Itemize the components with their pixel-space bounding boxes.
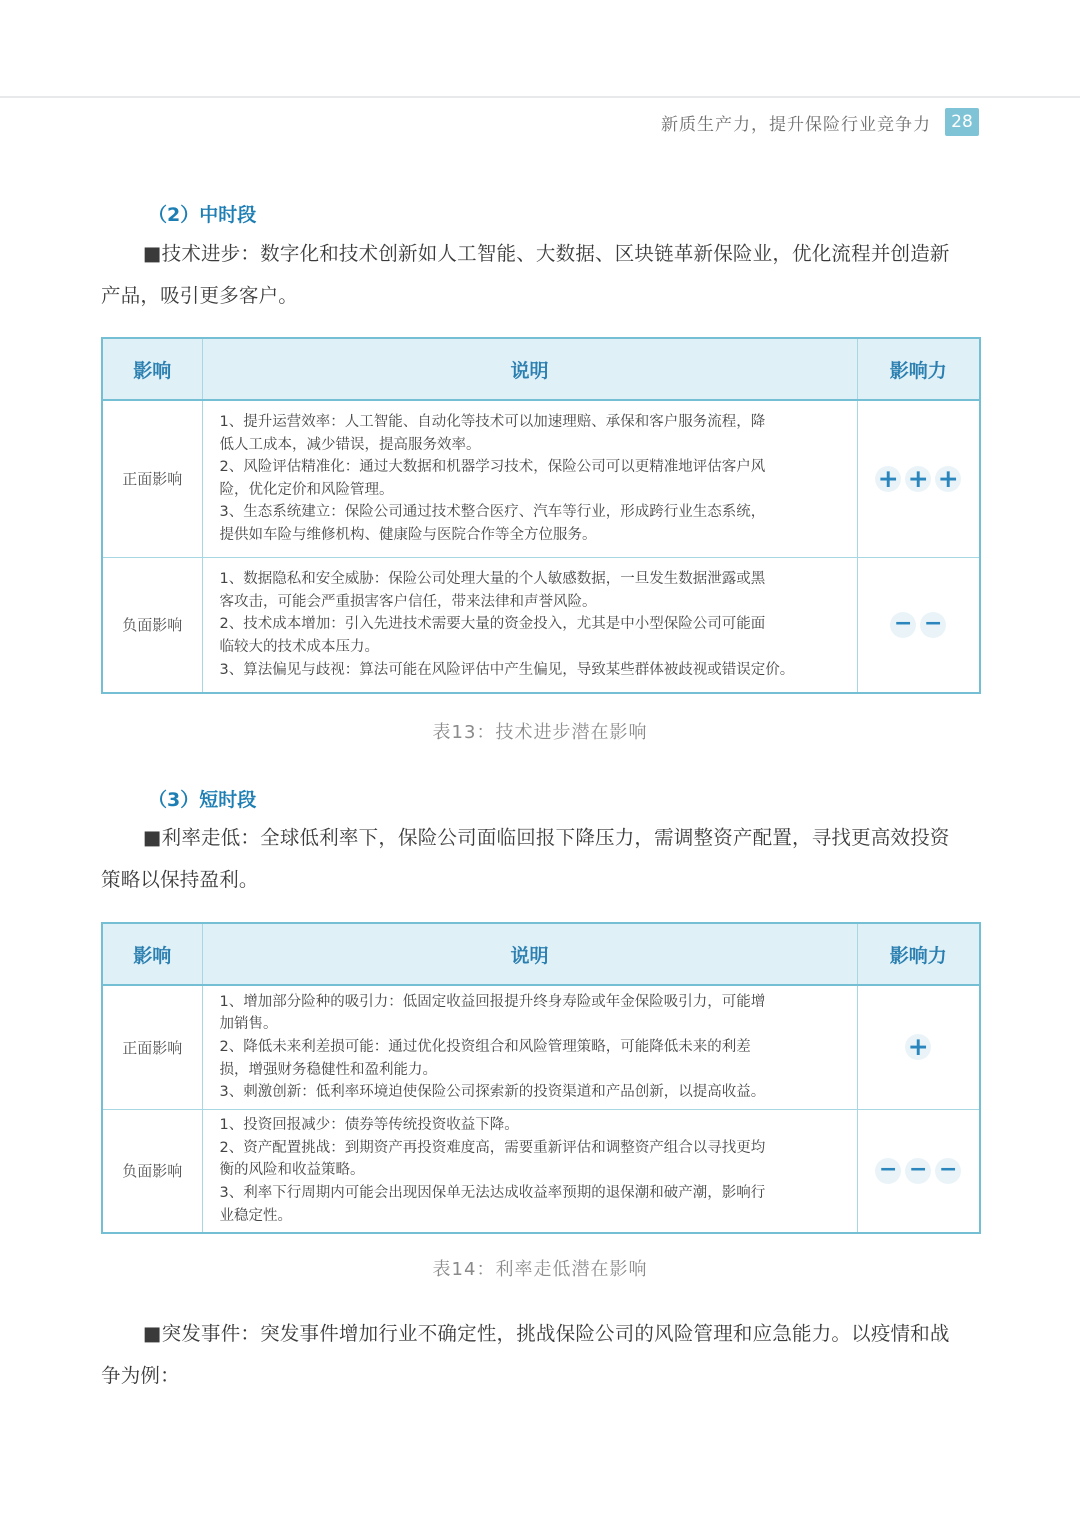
section-heading-mid-term: （2）中时段 (148, 204, 257, 226)
description-line: 2、降低未来利差损可能：通过优化投资组合和风险管理策略，可能降低未来的利差 (219, 1038, 751, 1055)
row-description (202, 1109, 857, 1233)
description-line: 1、投资回报减少：债券等传统投资收益下降。 (219, 1117, 519, 1134)
paragraph-tech-progress (101, 233, 979, 317)
minus-icon: − (905, 1158, 931, 1184)
paragraph-line: ■技术进步：数字化和技术创新如人工智能、大数据、区块链革新保险业，优化流程并创造新 (143, 242, 950, 265)
row-category: 正面影响 (102, 985, 202, 1109)
paragraph-line: 产品，吸引更多客户。 (101, 284, 299, 307)
minus-icon: − (920, 612, 946, 638)
running-header (661, 108, 979, 136)
row-category: 正面影响 (102, 400, 202, 557)
description-line: 临较大的技术成本压力。 (219, 639, 379, 656)
description-line: 衡的风险和收益策略。 (219, 1162, 365, 1179)
column-header-impact-strength: 影响力 (857, 923, 980, 985)
impact-strength-cell (857, 400, 980, 557)
description-line: 1、数据隐私和安全威胁：保险公司处理大量的个人敏感数据，一旦发生数据泄露或黑 (219, 571, 766, 588)
table-caption: 表13：技术进步潜在影响 (432, 722, 648, 743)
description-line: 3、生态系统建立：保险公司通过技术整合医疗、汽车等行业，形成跨行业生态系统， (219, 504, 766, 521)
minus-icon: − (935, 1158, 961, 1184)
plus-icon: + (875, 466, 901, 492)
row-category: 负面影响 (102, 1109, 202, 1233)
description-line: 3、算法偏见与歧视：算法可能在风险评估中产生偏见，导致某些群体被歧视或错误定价。 (219, 661, 795, 678)
column-header-impact: 影响 (102, 923, 202, 985)
plus-icon: + (905, 466, 931, 492)
description-line: 业稳定性。 (219, 1207, 292, 1224)
table-low-interest (101, 922, 981, 1234)
row-category: 负面影响 (102, 557, 202, 693)
description-line: 客攻击，可能会严重损害客户信任，带来法律和声誉风险。 (219, 593, 597, 610)
table-caption: 表14：利率走低潜在影响 (432, 1259, 648, 1280)
description-line: 1、增加部分险种的吸引力：低固定收益回报提升终身寿险或年金保险吸引力，可能增 (219, 993, 766, 1010)
description-line: 1、提升运营效率：人工智能、自动化等技术可以加速理赔、承保和客户服务流程，降 (219, 413, 766, 430)
table-header-row (102, 923, 980, 985)
row-description (202, 557, 857, 693)
paragraph-line: 争为例： (101, 1364, 180, 1387)
plus-icon: + (935, 466, 961, 492)
description-line: 低人工成本，减少错误，提高服务效率。 (219, 436, 481, 453)
impact-strength-cell (857, 557, 980, 693)
table-row (102, 1109, 980, 1233)
paragraph-line: ■利率走低：全球低利率下，保险公司面临回报下降压力，需调整资产配置，寻找更高效投资 (143, 826, 950, 849)
impact-strength-cell (857, 1109, 980, 1233)
paragraph-emergency-events (101, 1313, 979, 1397)
paragraph-line: 策略以保持盈利。 (101, 868, 259, 891)
page-number: 28 (945, 108, 979, 136)
row-description (202, 400, 857, 557)
table-tech-progress (101, 337, 981, 694)
minus-icon: − (890, 612, 916, 638)
table-row (102, 985, 980, 1109)
running-title: 新质生产力，提升保险行业竞争力 (661, 114, 931, 135)
row-description (202, 985, 857, 1109)
description-line: 2、技术成本增加：引入先进技术需要大量的资金投入，尤其是中小型保险公司可能面 (219, 616, 766, 633)
impact-strength-cell (857, 985, 980, 1109)
column-header-impact: 影响 (102, 338, 202, 400)
description-line: 损，增强财务稳健性和盈利能力。 (219, 1061, 437, 1078)
minus-icon: − (875, 1158, 901, 1184)
header-rule (0, 96, 1080, 98)
description-line: 3、刺激创新：低利率环境迫使保险公司探索新的投资渠道和产品创新，以提高收益。 (219, 1084, 766, 1101)
description-line: 3、利率下行周期内可能会出现因保单无法达成收益率预期的退保潮和破产潮，影响行 (219, 1185, 766, 1202)
description-line: 加销售。 (219, 1016, 278, 1033)
section-heading-short-term: （3）短时段 (148, 789, 257, 811)
column-header-impact-strength: 影响力 (857, 338, 980, 400)
description-line: 提供如车险与维修机构、健康险与医院合作等全方位服务。 (219, 526, 597, 543)
column-header-description: 说明 (202, 923, 857, 985)
description-line: 险，优化定价和风险管理。 (219, 481, 394, 498)
table-row (102, 557, 980, 693)
description-line: 2、风险评估精准化：通过大数据和机器学习技术，保险公司可以更精准地评估客户风 (219, 459, 766, 476)
plus-icon: + (905, 1034, 931, 1060)
table-row (102, 400, 980, 557)
paragraph-line: ■突发事件：突发事件增加行业不确定性，挑战保险公司的风险管理和应急能力。以疫情和战 (143, 1322, 950, 1345)
column-header-description: 说明 (202, 338, 857, 400)
table-header-row (102, 338, 980, 400)
paragraph-low-interest (101, 817, 979, 901)
description-line: 2、资产配置挑战：到期资产再投资难度高，需要重新评估和调整资产组合以寻找更均 (219, 1139, 766, 1156)
